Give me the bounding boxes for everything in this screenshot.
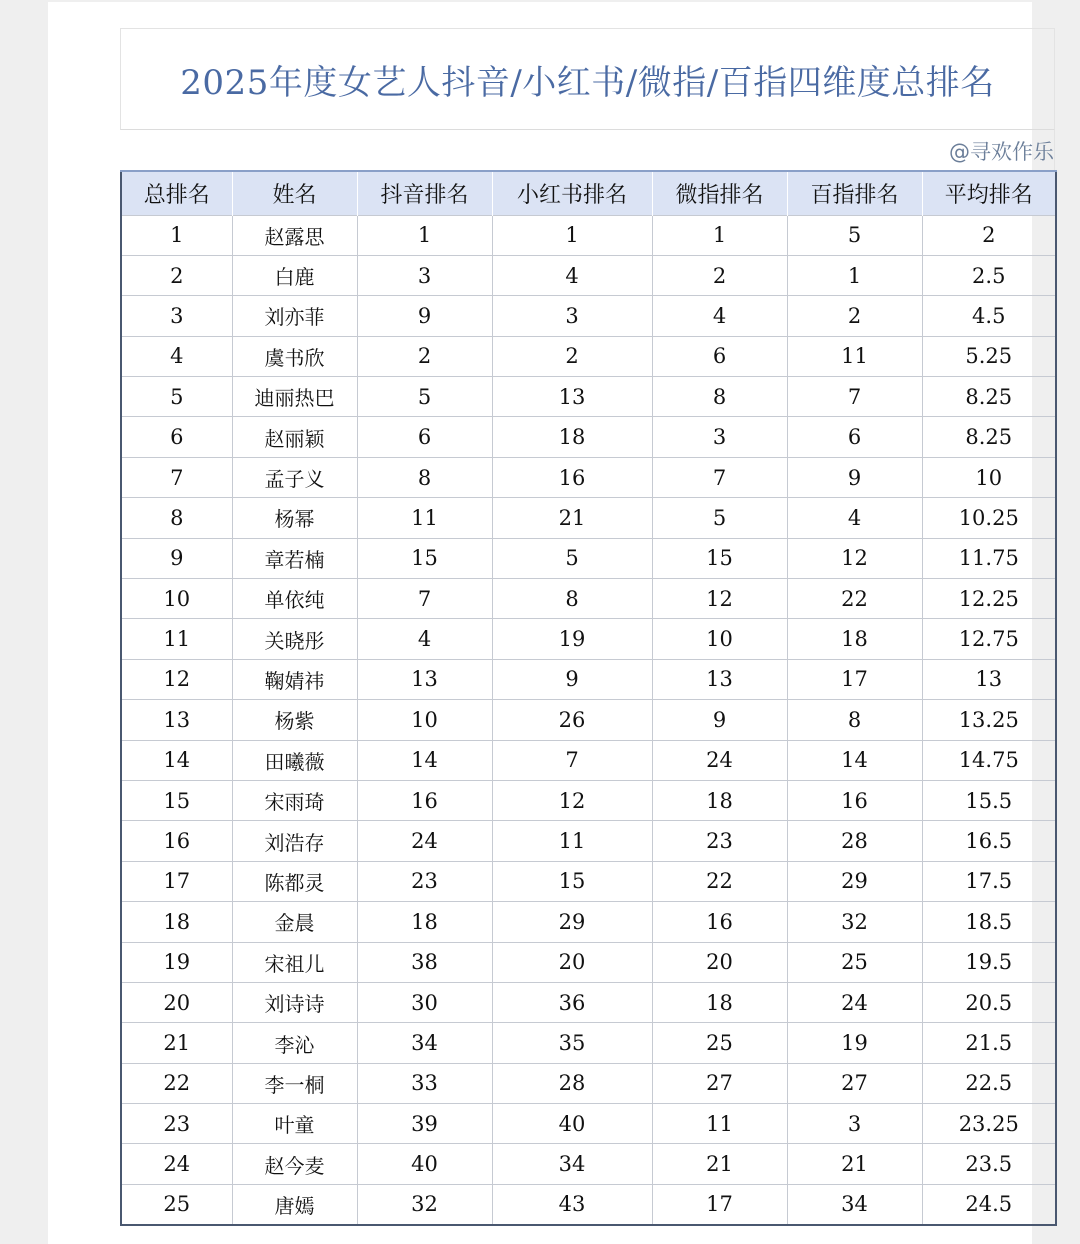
average-rank-cell: 21.5	[922, 1023, 1056, 1063]
douyin-rank-cell: 6	[357, 417, 492, 457]
douyin-rank-cell: 18	[357, 902, 492, 942]
name-cell: 杨紫	[232, 700, 357, 740]
table-row	[121, 457, 1056, 497]
weizhi-rank-cell: 15	[652, 538, 787, 578]
name-cell: 刘浩存	[232, 821, 357, 861]
name-cell: 赵今麦	[232, 1144, 357, 1184]
average-rank-cell: 2.5	[922, 255, 1056, 295]
rank-cell: 1	[121, 215, 232, 255]
rank-cell: 11	[121, 619, 232, 659]
average-rank-cell: 15.5	[922, 780, 1056, 820]
average-rank-cell: 13	[922, 659, 1056, 699]
douyin-rank-cell: 23	[357, 861, 492, 901]
baizhi-rank-cell: 19	[787, 1023, 922, 1063]
douyin-rank-cell: 2	[357, 336, 492, 376]
rank-cell: 19	[121, 942, 232, 982]
rank-cell: 9	[121, 538, 232, 578]
name-cell: 虞书欣	[232, 336, 357, 376]
xiaohongshu-rank-cell: 16	[492, 457, 652, 497]
baizhi-rank-cell: 24	[787, 982, 922, 1022]
rank-cell: 24	[121, 1144, 232, 1184]
baizhi-rank-cell: 18	[787, 619, 922, 659]
rank-cell: 23	[121, 1104, 232, 1144]
weizhi-rank-cell: 20	[652, 942, 787, 982]
table-row	[121, 902, 1056, 942]
name-cell: 李一桐	[232, 1063, 357, 1103]
ranking-sheet	[120, 28, 1055, 1226]
baizhi-rank-cell: 27	[787, 1063, 922, 1103]
page-panel	[48, 2, 1054, 1244]
baizhi-rank-cell: 2	[787, 296, 922, 336]
name-cell: 章若楠	[232, 538, 357, 578]
average-rank-cell: 10	[922, 457, 1056, 497]
rank-cell: 21	[121, 1023, 232, 1063]
table-row	[121, 942, 1056, 982]
weizhi-rank-cell: 21	[652, 1144, 787, 1184]
average-rank-cell: 5.25	[922, 336, 1056, 376]
name-cell: 宋祖儿	[232, 942, 357, 982]
xiaohongshu-rank-cell: 43	[492, 1184, 652, 1224]
rank-cell: 6	[121, 417, 232, 457]
weizhi-rank-cell: 18	[652, 780, 787, 820]
rank-cell: 15	[121, 780, 232, 820]
average-rank-cell: 18.5	[922, 902, 1056, 942]
rank-cell: 16	[121, 821, 232, 861]
table-row	[121, 740, 1056, 780]
douyin-rank-cell: 24	[357, 821, 492, 861]
weizhi-rank-cell: 4	[652, 296, 787, 336]
table-row	[121, 498, 1056, 538]
average-rank-cell: 11.75	[922, 538, 1056, 578]
average-rank-cell: 19.5	[922, 942, 1056, 982]
title-box	[120, 28, 1055, 130]
average-rank-cell: 2	[922, 215, 1056, 255]
xiaohongshu-rank-cell: 8	[492, 579, 652, 619]
weizhi-rank-cell: 3	[652, 417, 787, 457]
name-cell: 迪丽热巴	[232, 377, 357, 417]
rank-cell: 5	[121, 377, 232, 417]
average-rank-cell: 20.5	[922, 982, 1056, 1022]
xiaohongshu-rank-cell: 11	[492, 821, 652, 861]
column-header-average-rank: 平均排名	[922, 171, 1056, 215]
weizhi-rank-cell: 16	[652, 902, 787, 942]
weizhi-rank-cell: 1	[652, 215, 787, 255]
table-row	[121, 417, 1056, 457]
table-row	[121, 780, 1056, 820]
page-title: 2025年度女艺人抖音/小红书/微指/百指四维度总排名	[180, 62, 995, 103]
name-cell: 赵丽颖	[232, 417, 357, 457]
baizhi-rank-cell: 8	[787, 700, 922, 740]
weizhi-rank-cell: 8	[652, 377, 787, 417]
rank-cell: 17	[121, 861, 232, 901]
name-cell: 金晨	[232, 902, 357, 942]
douyin-rank-cell: 9	[357, 296, 492, 336]
weizhi-rank-cell: 17	[652, 1184, 787, 1224]
name-cell: 白鹿	[232, 255, 357, 295]
table-header-row	[121, 171, 1056, 215]
xiaohongshu-rank-cell: 15	[492, 861, 652, 901]
column-header-total-rank: 总排名	[121, 171, 232, 215]
column-header-xiaohongshu-rank: 小红书排名	[492, 171, 652, 215]
name-cell: 李沁	[232, 1023, 357, 1063]
douyin-rank-cell: 16	[357, 780, 492, 820]
weizhi-rank-cell: 18	[652, 982, 787, 1022]
baizhi-rank-cell: 25	[787, 942, 922, 982]
weizhi-rank-cell: 12	[652, 579, 787, 619]
average-rank-cell: 8.25	[922, 377, 1056, 417]
weizhi-rank-cell: 5	[652, 498, 787, 538]
weizhi-rank-cell: 22	[652, 861, 787, 901]
douyin-rank-cell: 15	[357, 538, 492, 578]
douyin-rank-cell: 40	[357, 1144, 492, 1184]
rank-cell: 10	[121, 579, 232, 619]
table-row	[121, 659, 1056, 699]
xiaohongshu-rank-cell: 5	[492, 538, 652, 578]
douyin-rank-cell: 14	[357, 740, 492, 780]
baizhi-rank-cell: 7	[787, 377, 922, 417]
baizhi-rank-cell: 12	[787, 538, 922, 578]
rank-cell: 18	[121, 902, 232, 942]
baizhi-rank-cell: 1	[787, 255, 922, 295]
table-row	[121, 1144, 1056, 1184]
table-row	[121, 861, 1056, 901]
name-cell: 赵露思	[232, 215, 357, 255]
name-cell: 刘诗诗	[232, 982, 357, 1022]
xiaohongshu-rank-cell: 13	[492, 377, 652, 417]
average-rank-cell: 13.25	[922, 700, 1056, 740]
column-header-weizhi-rank: 微指排名	[652, 171, 787, 215]
table-row	[121, 1104, 1056, 1144]
baizhi-rank-cell: 6	[787, 417, 922, 457]
column-header-douyin-rank: 抖音排名	[357, 171, 492, 215]
douyin-rank-cell: 11	[357, 498, 492, 538]
baizhi-rank-cell: 28	[787, 821, 922, 861]
table-row	[121, 1184, 1056, 1224]
baizhi-rank-cell: 29	[787, 861, 922, 901]
rank-cell: 14	[121, 740, 232, 780]
name-cell: 刘亦菲	[232, 296, 357, 336]
average-rank-cell: 22.5	[922, 1063, 1056, 1103]
xiaohongshu-rank-cell: 1	[492, 215, 652, 255]
weizhi-rank-cell: 2	[652, 255, 787, 295]
xiaohongshu-rank-cell: 21	[492, 498, 652, 538]
average-rank-cell: 16.5	[922, 821, 1056, 861]
average-rank-cell: 23.25	[922, 1104, 1056, 1144]
table-row	[121, 336, 1056, 376]
xiaohongshu-rank-cell: 26	[492, 700, 652, 740]
baizhi-rank-cell: 22	[787, 579, 922, 619]
average-rank-cell: 12.25	[922, 579, 1056, 619]
douyin-rank-cell: 33	[357, 1063, 492, 1103]
weizhi-rank-cell: 9	[652, 700, 787, 740]
name-cell: 陈都灵	[232, 861, 357, 901]
name-cell: 鞠婧祎	[232, 659, 357, 699]
douyin-rank-cell: 10	[357, 700, 492, 740]
xiaohongshu-rank-cell: 40	[492, 1104, 652, 1144]
baizhi-rank-cell: 34	[787, 1184, 922, 1224]
rank-cell: 2	[121, 255, 232, 295]
xiaohongshu-rank-cell: 35	[492, 1023, 652, 1063]
name-cell: 唐嫣	[232, 1184, 357, 1224]
rank-cell: 22	[121, 1063, 232, 1103]
xiaohongshu-rank-cell: 20	[492, 942, 652, 982]
rank-cell: 7	[121, 457, 232, 497]
table-row	[121, 377, 1056, 417]
name-cell: 杨幂	[232, 498, 357, 538]
table-row	[121, 255, 1056, 295]
average-rank-cell: 14.75	[922, 740, 1056, 780]
douyin-rank-cell: 32	[357, 1184, 492, 1224]
table-row	[121, 700, 1056, 740]
baizhi-rank-cell: 3	[787, 1104, 922, 1144]
baizhi-rank-cell: 14	[787, 740, 922, 780]
table-row	[121, 1063, 1056, 1103]
xiaohongshu-rank-cell: 29	[492, 902, 652, 942]
table-row	[121, 1023, 1056, 1063]
name-cell: 孟子义	[232, 457, 357, 497]
baizhi-rank-cell: 16	[787, 780, 922, 820]
xiaohongshu-rank-cell: 4	[492, 255, 652, 295]
weizhi-rank-cell: 6	[652, 336, 787, 376]
name-cell: 田曦薇	[232, 740, 357, 780]
table-row	[121, 579, 1056, 619]
average-rank-cell: 23.5	[922, 1144, 1056, 1184]
name-cell: 叶童	[232, 1104, 357, 1144]
rank-cell: 13	[121, 700, 232, 740]
average-rank-cell: 10.25	[922, 498, 1056, 538]
table-row	[121, 296, 1056, 336]
douyin-rank-cell: 8	[357, 457, 492, 497]
baizhi-rank-cell: 11	[787, 336, 922, 376]
column-header-baizhi-rank: 百指排名	[787, 171, 922, 215]
xiaohongshu-rank-cell: 28	[492, 1063, 652, 1103]
douyin-rank-cell: 34	[357, 1023, 492, 1063]
douyin-rank-cell: 1	[357, 215, 492, 255]
weizhi-rank-cell: 24	[652, 740, 787, 780]
douyin-rank-cell: 7	[357, 579, 492, 619]
xiaohongshu-rank-cell: 7	[492, 740, 652, 780]
douyin-rank-cell: 4	[357, 619, 492, 659]
baizhi-rank-cell: 32	[787, 902, 922, 942]
xiaohongshu-rank-cell: 9	[492, 659, 652, 699]
baizhi-rank-cell: 4	[787, 498, 922, 538]
xiaohongshu-rank-cell: 12	[492, 780, 652, 820]
column-header-name: 姓名	[232, 171, 357, 215]
baizhi-rank-cell: 17	[787, 659, 922, 699]
douyin-rank-cell: 30	[357, 982, 492, 1022]
baizhi-rank-cell: 5	[787, 215, 922, 255]
credit-row	[120, 130, 1055, 170]
table-row	[121, 982, 1056, 1022]
xiaohongshu-rank-cell: 2	[492, 336, 652, 376]
rank-cell: 4	[121, 336, 232, 376]
rank-cell: 25	[121, 1184, 232, 1224]
table-row	[121, 538, 1056, 578]
douyin-rank-cell: 38	[357, 942, 492, 982]
douyin-rank-cell: 39	[357, 1104, 492, 1144]
name-cell: 宋雨琦	[232, 780, 357, 820]
name-cell: 关晓彤	[232, 619, 357, 659]
average-rank-cell: 17.5	[922, 861, 1056, 901]
rank-cell: 8	[121, 498, 232, 538]
weizhi-rank-cell: 11	[652, 1104, 787, 1144]
xiaohongshu-rank-cell: 18	[492, 417, 652, 457]
table-row	[121, 215, 1056, 255]
xiaohongshu-rank-cell: 36	[492, 982, 652, 1022]
rank-cell: 20	[121, 982, 232, 1022]
baizhi-rank-cell: 9	[787, 457, 922, 497]
weizhi-rank-cell: 25	[652, 1023, 787, 1063]
author-credit: @寻欢作乐	[949, 140, 1054, 164]
weizhi-rank-cell: 7	[652, 457, 787, 497]
average-rank-cell: 8.25	[922, 417, 1056, 457]
douyin-rank-cell: 5	[357, 377, 492, 417]
name-cell: 单依纯	[232, 579, 357, 619]
xiaohongshu-rank-cell: 34	[492, 1144, 652, 1184]
douyin-rank-cell: 3	[357, 255, 492, 295]
weizhi-rank-cell: 27	[652, 1063, 787, 1103]
douyin-rank-cell: 13	[357, 659, 492, 699]
baizhi-rank-cell: 21	[787, 1144, 922, 1184]
average-rank-cell: 12.75	[922, 619, 1056, 659]
average-rank-cell: 4.5	[922, 296, 1056, 336]
weizhi-rank-cell: 23	[652, 821, 787, 861]
average-rank-cell: 24.5	[922, 1184, 1056, 1224]
rank-cell: 3	[121, 296, 232, 336]
weizhi-rank-cell: 13	[652, 659, 787, 699]
rank-cell: 12	[121, 659, 232, 699]
weizhi-rank-cell: 10	[652, 619, 787, 659]
xiaohongshu-rank-cell: 3	[492, 296, 652, 336]
table-row	[121, 619, 1056, 659]
table-row	[121, 821, 1056, 861]
xiaohongshu-rank-cell: 19	[492, 619, 652, 659]
ranking-table	[120, 170, 1057, 1226]
